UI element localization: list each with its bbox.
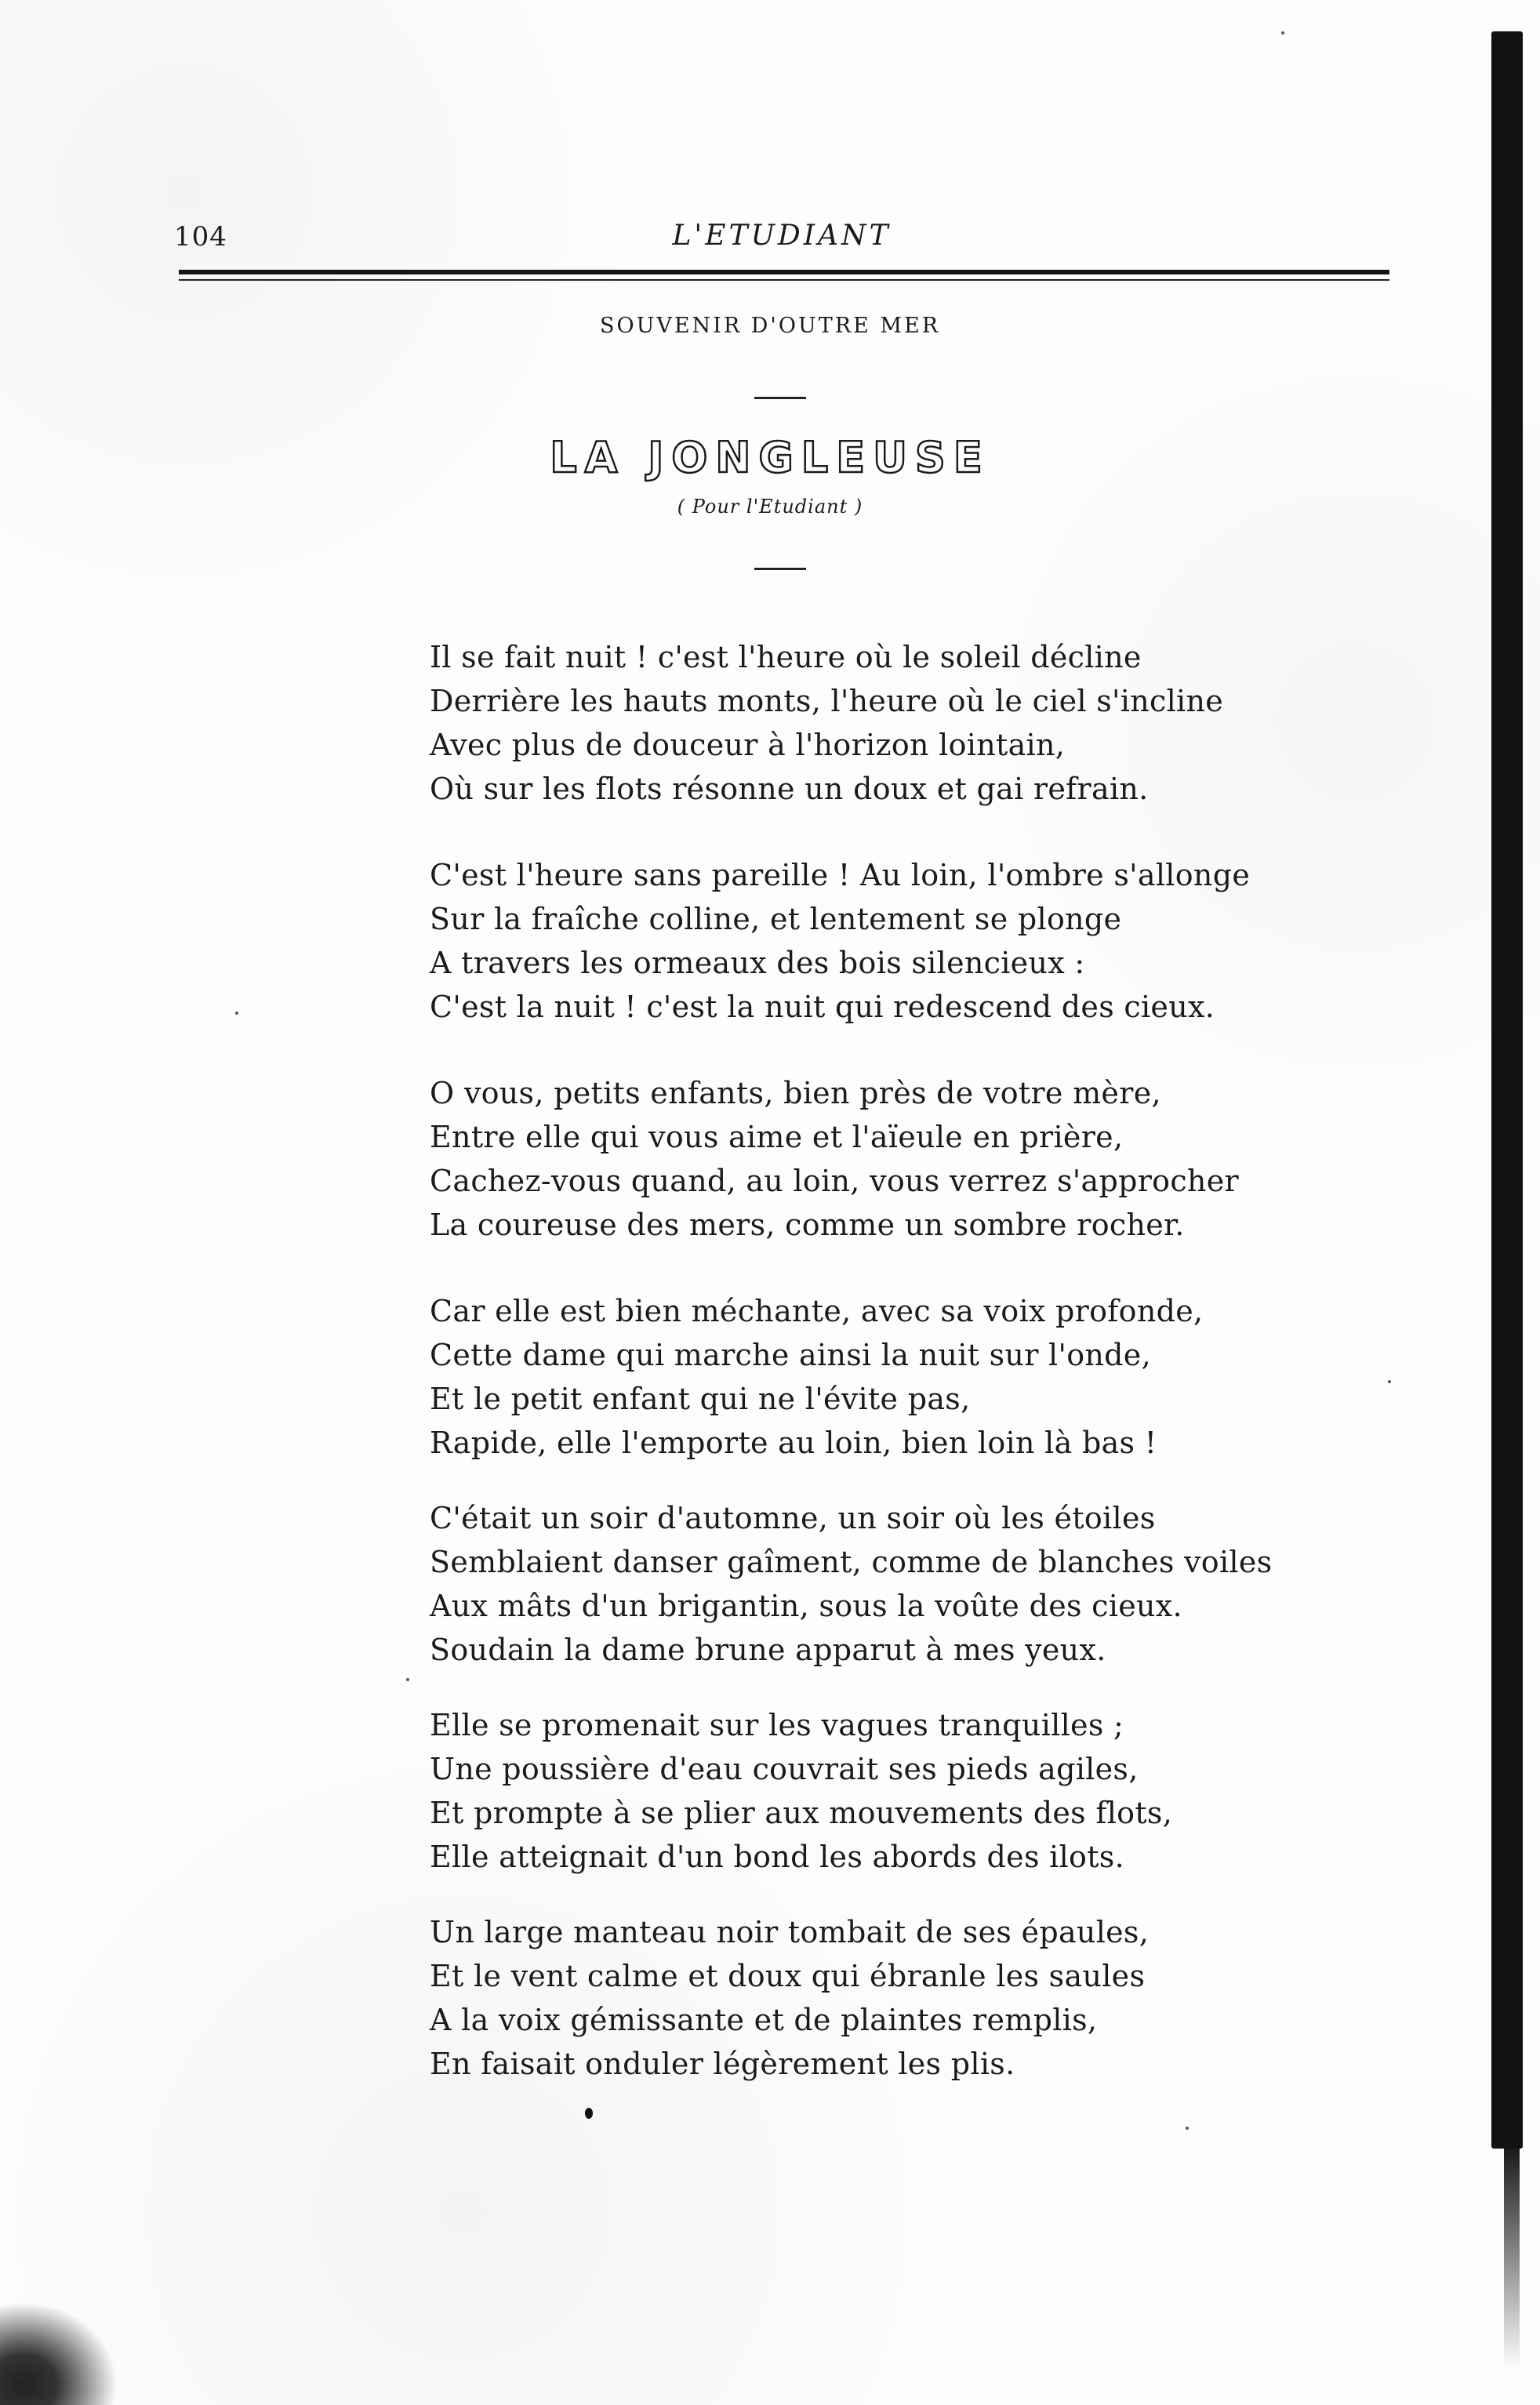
poem-line: Où sur les flots résonne un doux et gai refrain.: [430, 772, 1149, 806]
poem-line: Il se fait nuit ! c'est l'heure où le soleil décline: [430, 640, 1142, 674]
poem-line: Entre elle qui vous aime et l'aïeule en prière,: [430, 1120, 1124, 1154]
poem-line: C'était un soir d'automne, un soir où les étoiles: [430, 1501, 1156, 1535]
poem-line: Cachez-vous quand, au loin, vous verrez s'approcher: [430, 1164, 1239, 1198]
poem-line: Semblaient danser gaîment, comme de blanches voiles: [430, 1545, 1273, 1579]
section-kicker: SOUVENIR D'OUTRE MER: [599, 314, 941, 338]
header-rule-thin: [179, 279, 1389, 281]
poem-line: Cette dame qui marche ainsi la nuit sur l'onde,: [430, 1338, 1151, 1372]
poem-line: Une poussière d'eau couvrait ses pieds agiles,: [430, 1752, 1139, 1786]
separator-dash: [754, 568, 806, 570]
poem-stanza: [430, 853, 1371, 1029]
poem-line: A travers les ormeaux des bois silencieux :: [430, 946, 1085, 980]
scan-edge-shadow: [1491, 31, 1523, 2149]
poem-stanza: [430, 1496, 1371, 1672]
poem-line: Rapide, elle l'emporte au loin, bien loin là bas !: [430, 1426, 1157, 1460]
poem-stanza: [430, 1071, 1371, 1247]
poem-title: LA JONGLEUSE: [550, 433, 990, 482]
scan-speck: [1281, 31, 1284, 35]
scan-speck: [1186, 2127, 1189, 2130]
poem-stanza: [430, 1703, 1371, 1879]
scan-edge-shadow-lower: [1504, 2149, 1520, 2368]
poem-stanza: [430, 1289, 1371, 1465]
poem-line: C'est l'heure sans pareille ! Au loin, l'ombre s'allonge: [430, 858, 1251, 892]
page-header: [174, 213, 1389, 260]
poem-line: Car elle est bien méchante, avec sa voix profonde,: [430, 1294, 1204, 1328]
poem-line: Elle atteignait d'un bond les abords des ilots.: [430, 1840, 1124, 1874]
poem-line: C'est la nuit ! c'est la nuit qui redescend des cieux.: [430, 990, 1215, 1024]
poem-line: Sur la fraîche colline, et lentement se plonge: [430, 902, 1122, 936]
poem-line: Et le petit enfant qui ne l'évite pas,: [430, 1382, 971, 1416]
poem-line: Et prompte à se plier aux mouvements des flots,: [430, 1796, 1173, 1830]
poem-line: Elle se promenait sur les vagues tranquilles ;: [430, 1708, 1124, 1742]
poem-stanza: [430, 1910, 1371, 2086]
running-title: L'ETUDIANT: [672, 220, 892, 252]
header-rule-thick: [179, 270, 1389, 274]
separator-dash: [754, 397, 806, 399]
scan-speck: [406, 1678, 409, 1681]
poem-line: Soudain la dame brune apparut à mes yeux.: [430, 1633, 1106, 1667]
scan-smudge: [0, 2301, 118, 2405]
poem-line: Derrière les hauts monts, l'heure où le ciel s'incline: [430, 684, 1224, 718]
ink-mark: [585, 2108, 593, 2119]
poem-line: Un large manteau noir tombait de ses épaules,: [430, 1915, 1150, 1949]
poem-dedication: ( Pour l'Etudiant ): [677, 496, 863, 518]
poem-stanza: [430, 635, 1371, 811]
poem-line: La coureuse des mers, comme un sombre rocher.: [430, 1208, 1185, 1242]
poem-body: [430, 604, 1371, 2086]
poem-line: O vous, petits enfants, bien près de votre mère,: [430, 1076, 1161, 1110]
poem-line: Et le vent calme et doux qui ébranle les saules: [430, 1959, 1146, 1993]
poem-line: Aux mâts d'un brigantin, sous la voûte des cieux.: [430, 1589, 1182, 1623]
poem-line: En faisait onduler légèrement les plis.: [430, 2047, 1015, 2081]
scan-speck: [1388, 1380, 1391, 1383]
poem-line: A la voix gémissante et de plaintes remplis,: [430, 2003, 1098, 2037]
scan-speck: [235, 1012, 238, 1015]
page-number: 104: [174, 221, 227, 252]
poem-line: Avec plus de douceur à l'horizon lointain,: [430, 728, 1066, 762]
